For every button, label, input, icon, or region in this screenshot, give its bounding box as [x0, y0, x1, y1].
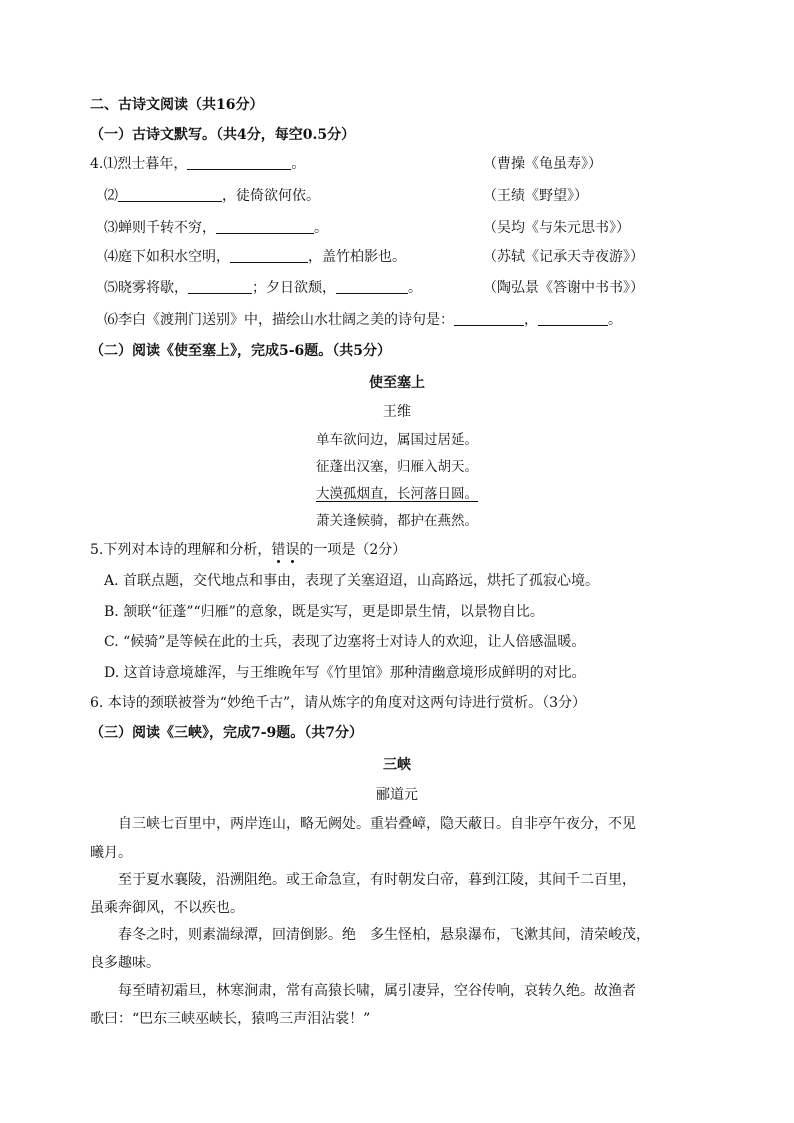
- q4-line5: [104, 279, 422, 297]
- q4-blank-5[interactable]: [188, 279, 252, 294]
- q4-line2-num: ⑵: [104, 188, 118, 204]
- q4-line6: [104, 311, 622, 329]
- q4-blank-6[interactable]: [336, 279, 408, 294]
- essay-p2-line2: 虽乘奔御风，不以疾也。: [90, 900, 244, 916]
- essay-p1-line1: 自三峡七百里中，两岸连山，略无阙处。重岩叠嶂，隐天蔽日。自非亭午夜分，不见: [118, 816, 636, 832]
- q4-line1-end: 。: [291, 156, 306, 172]
- part1-heading: （一）古诗文默写。（共4分，每空0.5分）: [90, 127, 356, 143]
- part3-heading: （三）阅读《三峡》，完成7-9题。（共7分）: [90, 725, 364, 741]
- q4-line2: [104, 187, 320, 205]
- essay-p3-line1: 春冬之时，则素湍绿潭，回清倒影。绝 多生怪柏，悬泉瀑布，飞漱其间，清荣峻茂，: [118, 927, 650, 943]
- q4-line1: [90, 155, 305, 173]
- q4-blank-3[interactable]: [216, 219, 314, 234]
- q4-line6-mid: ，: [524, 312, 538, 328]
- q4-line5-end: 。: [408, 280, 422, 296]
- q4-line4-end: ，盖竹柏影也。: [308, 249, 406, 265]
- q4-line6-end: 。: [608, 312, 622, 328]
- q4-blank-2[interactable]: [118, 187, 222, 202]
- q4-line3-end: 。: [314, 220, 328, 236]
- q4-blank-7[interactable]: [454, 311, 524, 326]
- q5-stem: [90, 541, 406, 559]
- q4-line4: [104, 248, 406, 266]
- q4-blank-4[interactable]: [230, 248, 308, 263]
- q5-option-a[interactable]: A. 首联点题，交代地点和事由，表现了关塞迢迢，山高路远，烘托了孤寂心境。: [104, 573, 600, 589]
- q5-option-b[interactable]: B. 颔联“征蓬”“归雁”的意象，既是实写，更是即景生情，以景物自比。: [104, 604, 544, 620]
- q5-emphasis-2: 误: [285, 542, 300, 558]
- q4-source-5: （陶弘景《答谢中书书》）: [483, 280, 644, 296]
- q4-source-3: （吴均《与朱元思书》）: [483, 220, 630, 236]
- q5-option-c[interactable]: C. “候骑”是等候在此的士兵，表现了边塞将士对诗人的欢迎，让人倍感温暖。: [104, 634, 586, 650]
- poem-title: 使至塞上: [369, 375, 425, 391]
- q4-line5-text: ⑸晓雾将歇，: [104, 280, 188, 296]
- poem-line-2: 征蓬出汉塞，归雁入胡天。: [316, 459, 478, 475]
- q4-line1-text: 4.⑴烈士暮年，: [90, 156, 188, 172]
- q6-stem: 6. 本诗的颈联被誉为“妙绝千古”，请从炼字的角度对这两句诗进行赏析。（3分）: [90, 695, 587, 711]
- q5-option-d[interactable]: D. 这首诗意境雄浑，与王维晚年写《竹里馆》那种清幽意境形成鲜明的对比。: [104, 665, 586, 681]
- essay-p3-line2: 良多趣味。: [90, 955, 160, 971]
- q4-line6-text: ⑹李白《渡荆门送别》中，描绘山水壮阔之美的诗句是：: [104, 312, 454, 328]
- poem-line-4: 萧关逢候骑，都护在燕然。: [316, 513, 478, 529]
- q4-line4-text: ⑷庭下如积水空明，: [104, 249, 230, 265]
- essay-p1-line2: 曦月。: [90, 845, 132, 861]
- essay-author: 郦道元: [376, 787, 418, 803]
- q4-source-4: （苏轼《记承天寺夜游》）: [483, 249, 644, 265]
- part2-heading: （二）阅读《使至塞上》，完成5-6题。（共5分）: [90, 343, 392, 359]
- q5-stem-end: 的一项是（2分）: [299, 542, 407, 558]
- q5-stem-text: 5.下列对本诗的理解和分析，: [90, 542, 272, 558]
- essay-title: 三峡: [383, 757, 411, 773]
- q4-line2-text: ，徒倚欲何依。: [222, 188, 320, 204]
- q4-line3: [104, 219, 328, 237]
- q4-source-1: （曹操《龟虽寿》）: [483, 156, 602, 172]
- poem-line-3: [0, 485, 794, 503]
- q4-blank-1[interactable]: [187, 155, 291, 170]
- essay-p2-line1: 至于夏水襄陵，沿溯阻绝。或王命急宣，有时朝发白帝，暮到江陵，其间千二百里，: [118, 872, 636, 888]
- q4-blank-8[interactable]: [538, 311, 608, 326]
- poem-line-3-text: 大漠孤烟直，长河落日圆。: [316, 486, 478, 502]
- q4-source-2: （王绩《野望》）: [483, 188, 588, 204]
- poem-line-1: 单车欲问边，属国过居延。: [316, 432, 478, 448]
- section-title: 二、古诗文阅读（共16分）: [90, 97, 264, 113]
- poem-author: 王维: [383, 404, 411, 420]
- essay-p4-line2: 歌曰：“巴东三峡巫峡长，猿鸣三声泪沾裳！”: [90, 1011, 371, 1027]
- essay-p4-line1: 每至晴初霜旦，林寒涧肃，常有高猿长啸，属引凄异，空谷传响，哀转久绝。故渔者: [118, 983, 636, 999]
- q5-emphasis-1: 错: [271, 542, 286, 558]
- q4-line5-mid: ；夕日欲颓，: [252, 280, 336, 296]
- q4-line3-text: ⑶蝉则千转不穷，: [104, 220, 216, 236]
